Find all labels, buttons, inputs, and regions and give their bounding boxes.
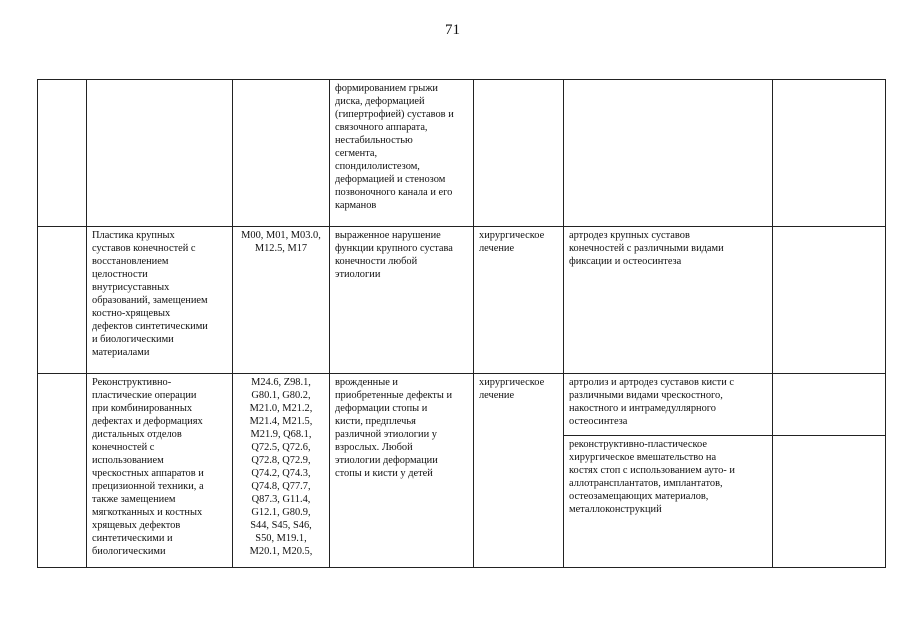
cost-cell: [773, 227, 886, 374]
intervention-name-cell: Пластика крупных суставов конечностей с восстановлением целостности внутрисуставных образований, замещением костно-хрящевых дефектов синтетическими и биологическими материалами: [87, 227, 233, 374]
table-row: [38, 374, 886, 436]
treatment-method-cell: [564, 80, 773, 227]
treatment-type-cell: хирургическое лечение: [474, 227, 564, 374]
treatment-type-cell: [474, 80, 564, 227]
intervention-name-cell: Реконструктивно- пластические операции при комбинированных дефектах и деформациях дистальных отделов конечностей с использованием чрескостных аппаратов и прецизионной техники, а также замещением мягкотканных и костных хрящевых дефектов синтетическими и биологическими: [87, 374, 233, 568]
treatment-method-cell: реконструктивно-пластическое хирургическое вмешательство на костях стоп с использованием ауто- и аллотрансплантатов, имплантатов, остеозамещающих материалов, металлоконструкций: [564, 436, 773, 568]
table-row: [38, 227, 886, 374]
treatment-method-cell: артролиз и артродез суставов кисти с различными видами чрескостного, накостного и интрамедуллярного остеосинтеза: [564, 374, 773, 436]
row-number-cell: [38, 374, 87, 568]
cost-cell: [773, 80, 886, 227]
patient-model-cell: выраженное нарушение функции крупного сустава конечности любой этиологии: [330, 227, 474, 374]
treatment-method-cell: артродез крупных суставов конечностей с различными видами фиксации и остеосинтеза: [564, 227, 773, 374]
treatment-type-cell: хирургическое лечение: [474, 374, 564, 568]
cost-cell: [773, 374, 886, 436]
table-row: [38, 80, 886, 227]
patient-model-cell: формированием грыжи диска, деформацией (гипертрофией) суставов и связочного аппарата, нестабильностью сегмента, спондилолистезом, деформацией и стенозом позвоночного канала и его карманов: [330, 80, 474, 227]
patient-model-cell: врожденные и приобретенные дефекты и деформации стопы и кисти, предплечья различной этиологии у взрослых. Любой этиологии деформации стопы и кисти у детей: [330, 374, 474, 568]
page-number: 71: [445, 22, 460, 38]
row-number-cell: [38, 227, 87, 374]
intervention-name-cell: [87, 80, 233, 227]
icd-codes-cell: M24.6, Z98.1, G80.1, G80.2, M21.0, M21.2, M21.4, M21.5, M21.9, Q68.1, Q72.5, Q72.6, Q72.8, Q72.9, Q74.2, Q74.3, Q74.8, Q77.7, Q87.3, G11.4, G12.1, G80.9, S44, S45, S46, S50, M19.1, M20.1, M20.5,: [233, 374, 330, 568]
icd-codes-cell: M00, M01, M03.0, M12.5, M17: [233, 227, 330, 374]
cost-cell: [773, 436, 886, 568]
icd-codes-cell: [233, 80, 330, 227]
medical-care-table: [37, 79, 886, 568]
row-number-cell: [38, 80, 87, 227]
